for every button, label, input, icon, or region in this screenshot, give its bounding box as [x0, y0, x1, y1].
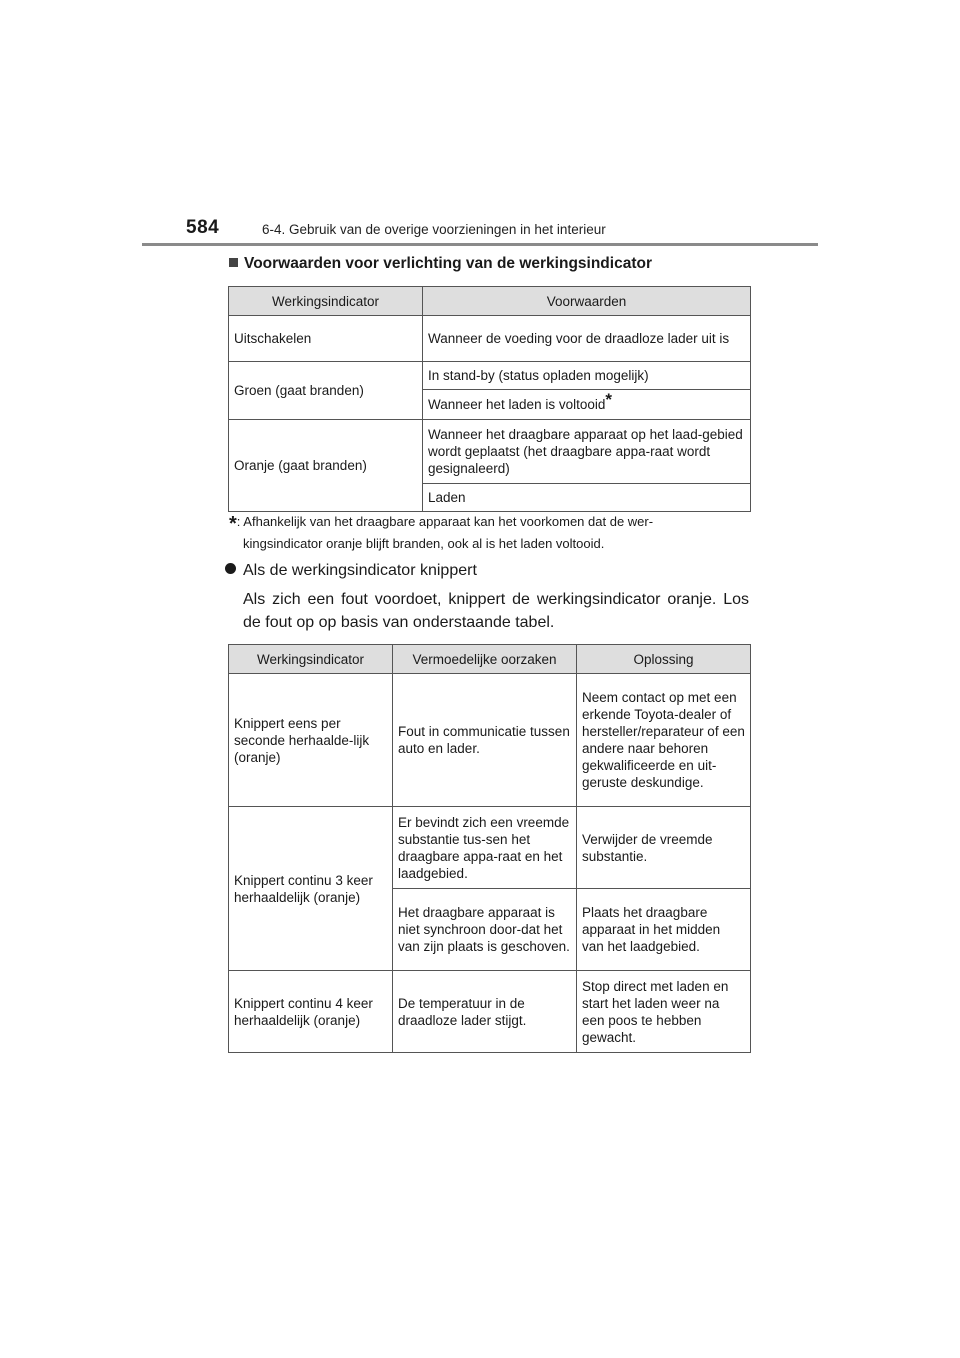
header-divider — [142, 243, 818, 246]
indicator-cell: Groen (gaat branden) — [229, 362, 423, 420]
bullet-heading — [225, 562, 477, 580]
troubleshooting-table — [228, 644, 751, 1053]
condition-cell: Laden — [423, 484, 751, 512]
condition-cell: Wanneer het draagbare apparaat op het laad-gebied wordt geplaatst (het draagbare appa-raat wordt gesignaleerd) — [423, 420, 751, 484]
page-number: 584 — [186, 217, 220, 238]
footnote-line-2: kingsindicator oranje blijft branden, ook al is het laden voltooid. — [243, 536, 605, 551]
solution-cell: Verwijder de vreemde substantie. — [577, 807, 751, 889]
column-header: Oplossing — [577, 645, 751, 674]
table-header-row — [229, 287, 751, 316]
cause-cell: Fout in communicatie tussen auto en lader. — [393, 674, 577, 807]
condition-text: Wanneer het laden is voltooid — [428, 397, 606, 412]
section-header: 6-4. Gebruik van de overige voorzieningen in het interieur — [262, 222, 606, 237]
column-header: Voorwaarden — [423, 287, 751, 316]
body-paragraph: Als zich een fout voordoet, knippert de werkingsindicator oranje. Los de fout op op basis van onderstaande tabel. — [243, 591, 749, 631]
square-bullet-icon — [229, 258, 238, 267]
column-header: Werkingsindicator — [229, 287, 423, 316]
cause-cell: Er bevindt zich een vreemde substantie tus-sen het draagbare appa-raat en het laadgebied. — [393, 807, 577, 889]
footnote-line-1: : Afhankelijk van het draagbare apparaat kan het voorkomen dat de wer- — [236, 514, 654, 529]
table-row — [229, 316, 751, 362]
indicator-cell: Knippert continu 3 keer herhaaldelijk (oranje) — [229, 807, 393, 971]
subheading — [229, 255, 652, 273]
table-row — [229, 362, 751, 390]
solution-cell: Plaats het draagbare apparaat in het midden van het laadgebied. — [577, 889, 751, 971]
cause-cell: De temperatuur in de draadloze lader stijgt. — [393, 971, 577, 1053]
condition-cell: Wanneer de voeding voor de draadloze lader uit is — [423, 316, 751, 362]
indicator-cell: Knippert eens per seconde herhaalde-lijk (oranje) — [229, 674, 393, 807]
bullet-heading-text: Als de werkingsindicator knippert — [243, 562, 477, 579]
condition-cell: In stand-by (status opladen mogelijk) — [423, 362, 751, 390]
column-header: Vermoedelijke oorzaken — [393, 645, 577, 674]
subheading-text: Voorwaarden voor verlichting van de werkingsindicator — [244, 255, 652, 272]
footnote-marker: * — [605, 390, 612, 409]
solution-cell: Stop direct met laden en start het laden weer na een poos te hebben gewacht. — [577, 971, 751, 1053]
cause-cell: Het draagbare apparaat is niet synchroon door-dat het van zijn plaats is geschoven. — [393, 889, 577, 971]
table-row — [229, 971, 751, 1053]
bullet-dot-icon — [225, 563, 236, 574]
indicator-cell: Knippert continu 4 keer herhaaldelijk (oranje) — [229, 971, 393, 1053]
table-row — [229, 674, 751, 807]
solution-cell: Neem contact op met een erkende Toyota-dealer of hersteller/reparateur of een andere naar behoren gekwalificeerde en uit-geruste deskundige. — [577, 674, 751, 807]
footnote — [229, 512, 749, 553]
column-header: Werkingsindicator — [229, 645, 393, 674]
table-row — [229, 420, 751, 484]
indicator-conditions-table — [228, 286, 751, 512]
footnote-star: * — [229, 513, 237, 535]
condition-cell — [423, 390, 751, 420]
table-row — [229, 807, 751, 889]
table-header-row — [229, 645, 751, 674]
indicator-cell: Oranje (gaat branden) — [229, 420, 423, 512]
indicator-cell: Uitschakelen — [229, 316, 423, 362]
